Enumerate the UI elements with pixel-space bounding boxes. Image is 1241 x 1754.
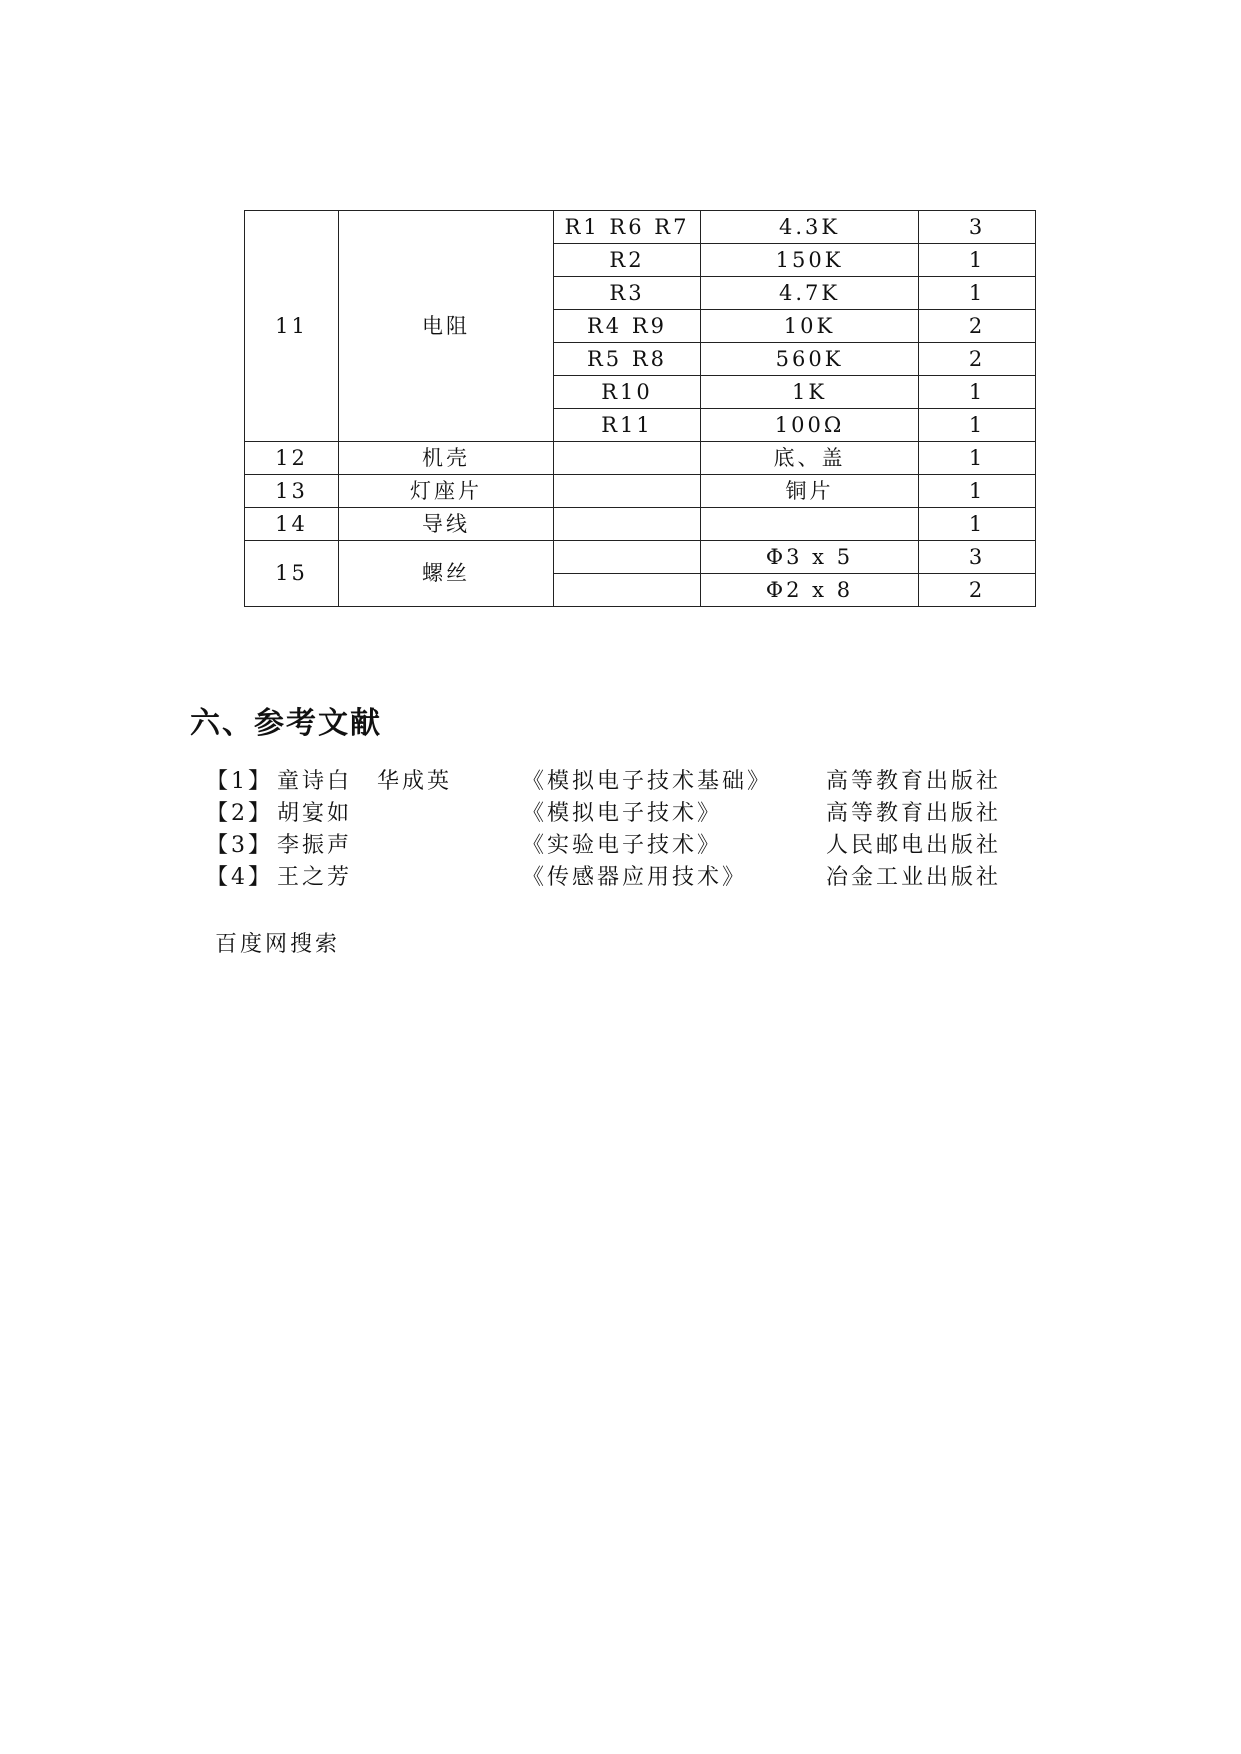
quantity-cell: 1 <box>919 409 1036 442</box>
spec-cell: 560K <box>701 343 919 376</box>
reference-authors: 胡宴如 <box>277 801 353 826</box>
parts-table <box>244 210 1036 607</box>
item-name-cell: 机壳 <box>339 442 554 475</box>
component-ref-cell: R1 R6 R7 <box>554 211 701 244</box>
component-ref-cell: R4 R9 <box>554 310 701 343</box>
quantity-cell: 3 <box>919 541 1036 574</box>
component-ref-cell: R11 <box>554 409 701 442</box>
item-name-cell: 导线 <box>339 508 554 541</box>
component-ref-cell: R3 <box>554 277 701 310</box>
table-row <box>245 442 1036 475</box>
reference-authors: 王之芳 <box>277 865 353 890</box>
reference-list <box>206 766 1026 894</box>
component-ref-cell: R5 R8 <box>554 343 701 376</box>
reference-publisher: 人民邮电出版社 <box>826 833 1002 858</box>
spec-cell: 150K <box>701 244 919 277</box>
reference-number: 【4】 <box>206 865 273 890</box>
reference-title: 《模拟电子技术基础》 <box>522 769 773 794</box>
item-number-cell: 14 <box>245 508 339 541</box>
spec-cell: Φ3 x 5 <box>701 541 919 574</box>
component-ref-cell <box>554 475 701 508</box>
item-name-cell: 电阻 <box>339 211 554 442</box>
quantity-cell: 1 <box>919 376 1036 409</box>
reference-number: 【3】 <box>206 833 273 858</box>
component-ref-cell <box>554 508 701 541</box>
component-ref-cell <box>554 442 701 475</box>
spec-cell: 1K <box>701 376 919 409</box>
parts-table-body <box>245 211 1036 607</box>
spec-cell: 底、盖 <box>701 442 919 475</box>
quantity-cell: 1 <box>919 508 1036 541</box>
reference-item <box>206 798 1026 830</box>
quantity-cell: 2 <box>919 574 1036 607</box>
reference-item <box>206 766 1026 798</box>
spec-cell: 4.3K <box>701 211 919 244</box>
quantity-cell: 1 <box>919 244 1036 277</box>
table-row <box>245 508 1036 541</box>
reference-authors: 童诗白 华成英 <box>277 769 453 794</box>
reference-publisher: 高等教育出版社 <box>826 801 1002 826</box>
spec-cell <box>701 508 919 541</box>
component-ref-cell: R10 <box>554 376 701 409</box>
reference-publisher: 高等教育出版社 <box>826 769 1002 794</box>
table-row <box>245 211 1036 244</box>
table-row <box>245 475 1036 508</box>
reference-authors: 李振声 <box>277 833 353 858</box>
reference-item <box>206 830 1026 862</box>
item-number-cell: 11 <box>245 211 339 442</box>
quantity-cell: 2 <box>919 343 1036 376</box>
reference-number: 【2】 <box>206 801 273 826</box>
quantity-cell: 3 <box>919 211 1036 244</box>
reference-title: 《模拟电子技术》 <box>522 801 723 826</box>
quantity-cell: 1 <box>919 442 1036 475</box>
spec-cell: Φ2 x 8 <box>701 574 919 607</box>
spec-cell: 10K <box>701 310 919 343</box>
spec-cell: 铜片 <box>701 475 919 508</box>
reference-item <box>206 862 1026 894</box>
item-name-cell: 螺丝 <box>339 541 554 607</box>
references-heading: 六、参考文献 <box>190 706 382 741</box>
reference-publisher: 冶金工业出版社 <box>826 865 1002 890</box>
reference-number: 【1】 <box>206 769 273 794</box>
quantity-cell: 1 <box>919 277 1036 310</box>
search-note: 百度网搜索 <box>215 932 341 957</box>
item-name-cell: 灯座片 <box>339 475 554 508</box>
reference-title: 《传感器应用技术》 <box>522 865 748 890</box>
item-number-cell: 15 <box>245 541 339 607</box>
quantity-cell: 1 <box>919 475 1036 508</box>
component-ref-cell <box>554 541 701 574</box>
quantity-cell: 2 <box>919 310 1036 343</box>
component-ref-cell <box>554 574 701 607</box>
item-number-cell: 12 <box>245 442 339 475</box>
item-number-cell: 13 <box>245 475 339 508</box>
spec-cell: 4.7K <box>701 277 919 310</box>
component-ref-cell: R2 <box>554 244 701 277</box>
reference-title: 《实验电子技术》 <box>522 833 723 858</box>
table-row <box>245 541 1036 574</box>
spec-cell: 100Ω <box>701 409 919 442</box>
